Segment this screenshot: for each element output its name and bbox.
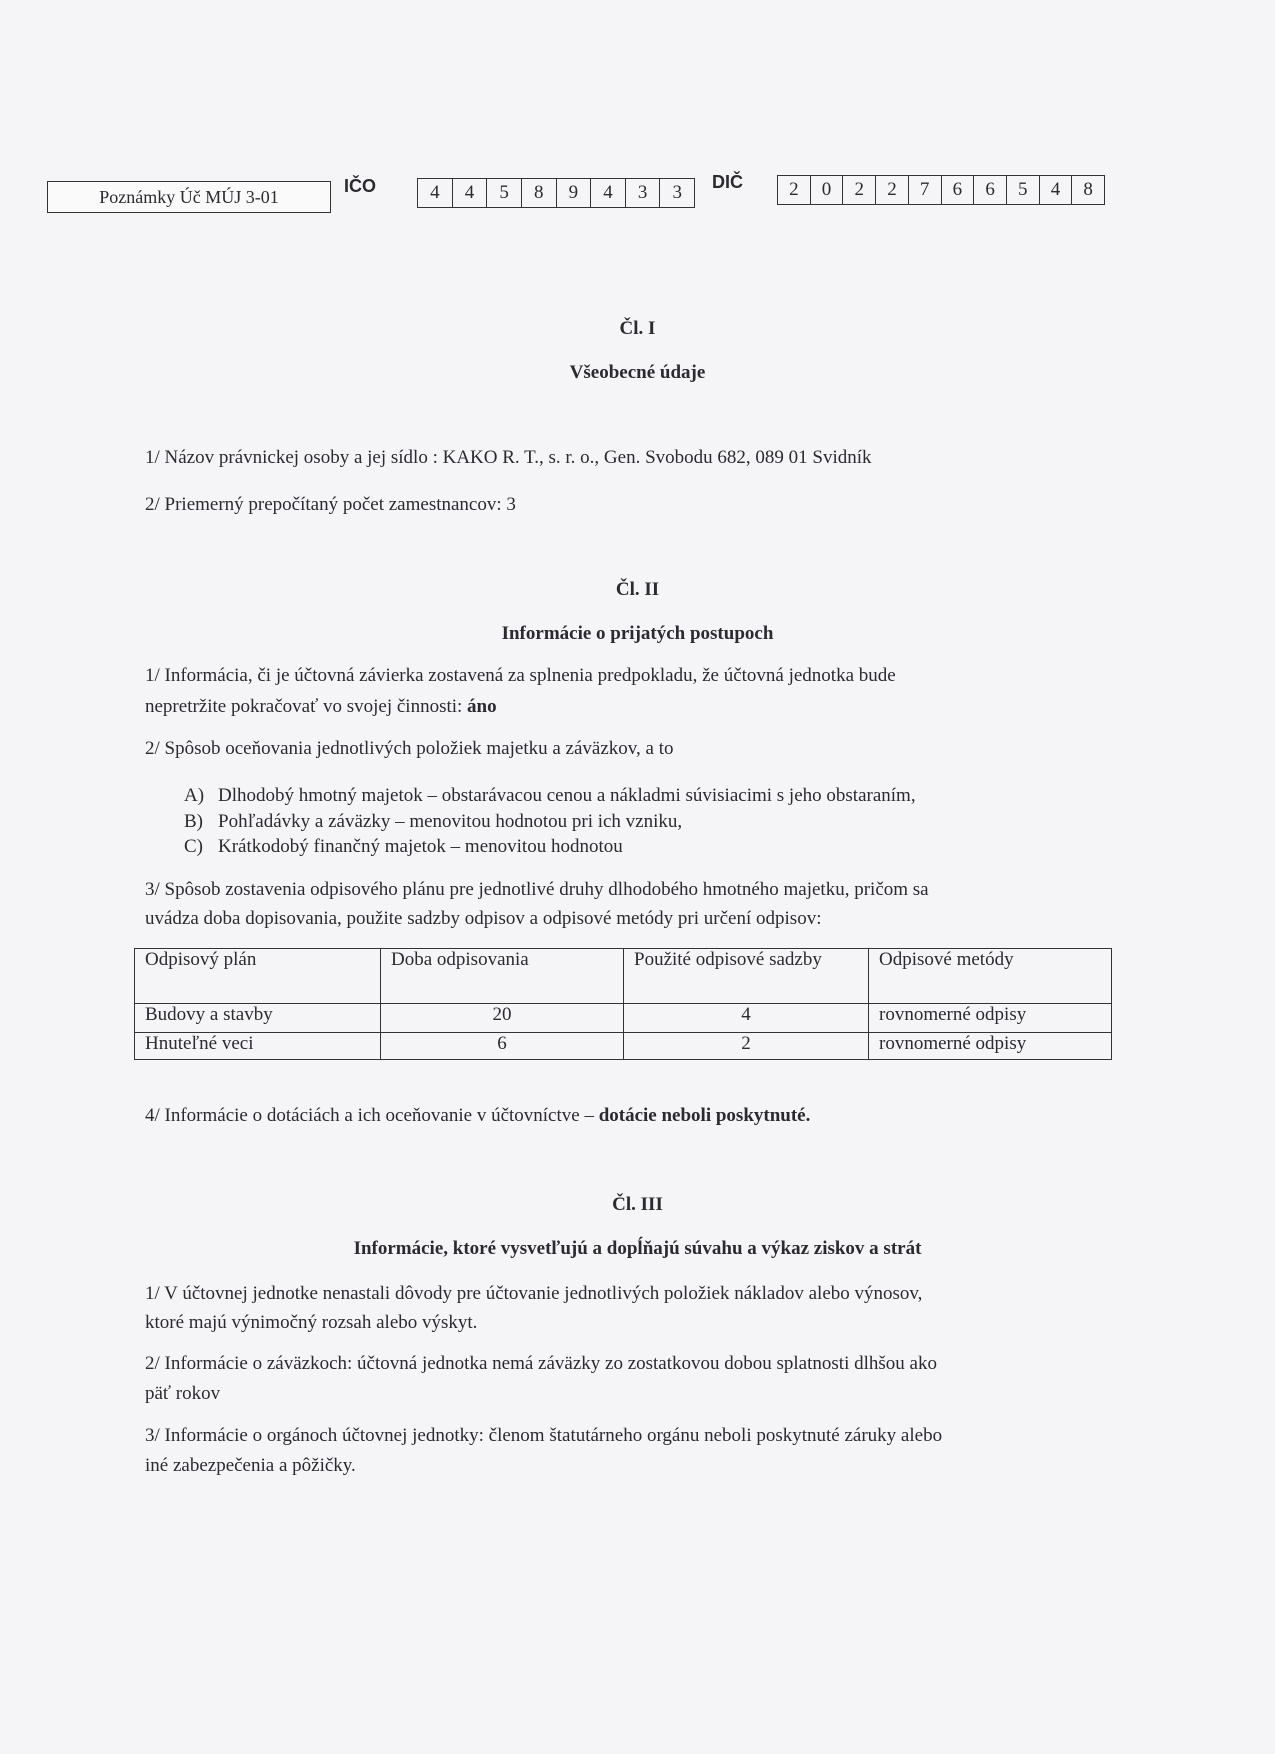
digit-cell: 4 — [418, 179, 453, 207]
table-row — [135, 1004, 1112, 1033]
table-header: Odpisové metódy — [869, 949, 1112, 1004]
digit-cell: 5 — [487, 179, 522, 207]
digit-cell: 6 — [942, 176, 975, 204]
digit-cell: 8 — [1083, 179, 1093, 200]
list-item: Pohľadávky a záväzky – menovitou hodnotou pri ich vzniku, — [218, 811, 683, 832]
table-cell: 4 — [624, 1004, 869, 1033]
digit-cell: 4 — [591, 179, 626, 207]
section3-item2-line1: 2/ Informácie o záväzkoch: účtovná jednotka nemá záväzky zo zostatkovou dobou splatnosti dlhšou ako — [145, 1353, 937, 1374]
digit-cell: 6 — [974, 176, 1007, 204]
section1-number: Čl. I — [619, 318, 656, 339]
form-label: Poznámky Úč MÚJ 3-01 — [99, 187, 279, 207]
digit-cell: 2 — [778, 176, 811, 204]
section1-item2: 2/ Priemerný prepočítaný počet zamestnancov: 3 — [145, 494, 516, 515]
section2-item1-line1: 1/ Informácia, či je účtovná závierka zostavená za splnenia predpokladu, že účtovná jednotka bude — [145, 665, 896, 686]
section3-item1-line2: ktoré majú výnimočný rozsah alebo výskyt. — [145, 1312, 478, 1333]
table-cell: Hnuteľné veci — [135, 1033, 381, 1060]
section2-number: Čl. II — [615, 579, 660, 600]
section3-item3-line1: 3/ Informácie o orgánoch účtovnej jednotky: členom štatutárneho orgánu neboli poskytnuté záruky alebo — [145, 1425, 943, 1446]
section1-item1: 1/ Názov právnickej osoby a jej sídlo : KAKO R. T., s. r. o., Gen. Svobodu 682, 089 01 Svidník — [145, 447, 872, 468]
form-label-box — [47, 181, 331, 213]
dic-field — [777, 175, 1105, 205]
section2-item2: 2/ Spôsob oceňovania jednotlivých položiek majetku a záväzkov, a to — [145, 738, 674, 759]
table-header: Použité odpisové sadzby — [624, 949, 869, 1004]
item4-answer: dotácie neboli poskytnuté. — [598, 1105, 811, 1126]
section3-number: Čl. III — [612, 1194, 663, 1215]
list-marker: C) — [184, 836, 203, 857]
list-marker: B) — [184, 811, 203, 832]
digit-cell: 0 — [811, 176, 844, 204]
depreciation-table — [134, 948, 1112, 1060]
list-item: Dlhodobý hmotný majetok – obstarávacou cenou a nákladmi súvisiacimi s jeho obstaraním, — [218, 785, 916, 806]
section3-item1-line1: 1/ V účtovnej jednotke nenastali dôvody pre účtovanie jednotlivých položiek nákladov alebo výnosov, — [145, 1283, 923, 1304]
section2-title: Informácie o prijatých postupoch — [501, 623, 774, 644]
table-cell: 20 — [381, 1004, 624, 1033]
table-cell: rovnomerné odpisy — [869, 1033, 1112, 1060]
digit-cell: 7 — [909, 176, 942, 204]
digit-cell: 2 — [876, 176, 909, 204]
table-cell: Budovy a stavby — [135, 1004, 381, 1033]
ico-label: IČO — [344, 176, 377, 196]
item1-text: nepretržite pokračovať vo svojej činnosti: — [145, 696, 468, 717]
dic-label: DIČ — [712, 172, 743, 192]
section2-item1-line2 — [145, 696, 497, 718]
table-cell: 6 — [381, 1033, 624, 1060]
list-marker: A) — [184, 785, 205, 806]
item4-text: 4/ Informácie o dotáciách a ich oceňovanie v účtovníctve – — [145, 1105, 599, 1126]
section2-item4 — [145, 1105, 810, 1127]
table-cell: 2 — [624, 1033, 869, 1060]
table-cell: rovnomerné odpisy — [869, 1004, 1112, 1033]
digit-cell: 2 — [843, 176, 876, 204]
section2-item3-line2: uvádza doba dopisovania, použite sadzby odpisov a odpisové metódy pri určení odpisov: — [145, 908, 822, 929]
ico-field — [417, 178, 695, 208]
table-header: Odpisový plán — [135, 949, 381, 1004]
list-item: Krátkodobý finančný majetok – menovitou hodnotou — [218, 836, 623, 857]
digit-cell: 4 — [1040, 176, 1073, 204]
item1-answer: áno — [467, 696, 497, 717]
digit-cell: 4 — [453, 179, 488, 207]
digit-cell: 3 — [626, 179, 661, 207]
section1-title: Všeobecné údaje — [569, 362, 706, 383]
section3-item2-line2: päť rokov — [145, 1383, 221, 1404]
digit-cell: 3 — [672, 182, 682, 203]
table-header: Doba odpisovania — [381, 949, 624, 1004]
section3-title: Informácie, ktoré vysvetľujú a dopĺňajú súvahu a výkaz ziskov a strát — [353, 1238, 922, 1259]
table-header-row — [135, 949, 1112, 1004]
section2-item3-line1: 3/ Spôsob zostavenia odpisového plánu pre jednotlivé druhy dlhodobého hmotného majetku, pričom sa — [145, 879, 929, 900]
digit-cell: 5 — [1007, 176, 1040, 204]
section3-item3-line2: iné zabezpečenia a pôžičky. — [145, 1455, 356, 1476]
table-row — [135, 1033, 1112, 1060]
digit-cell: 9 — [557, 179, 592, 207]
digit-cell: 8 — [522, 179, 557, 207]
